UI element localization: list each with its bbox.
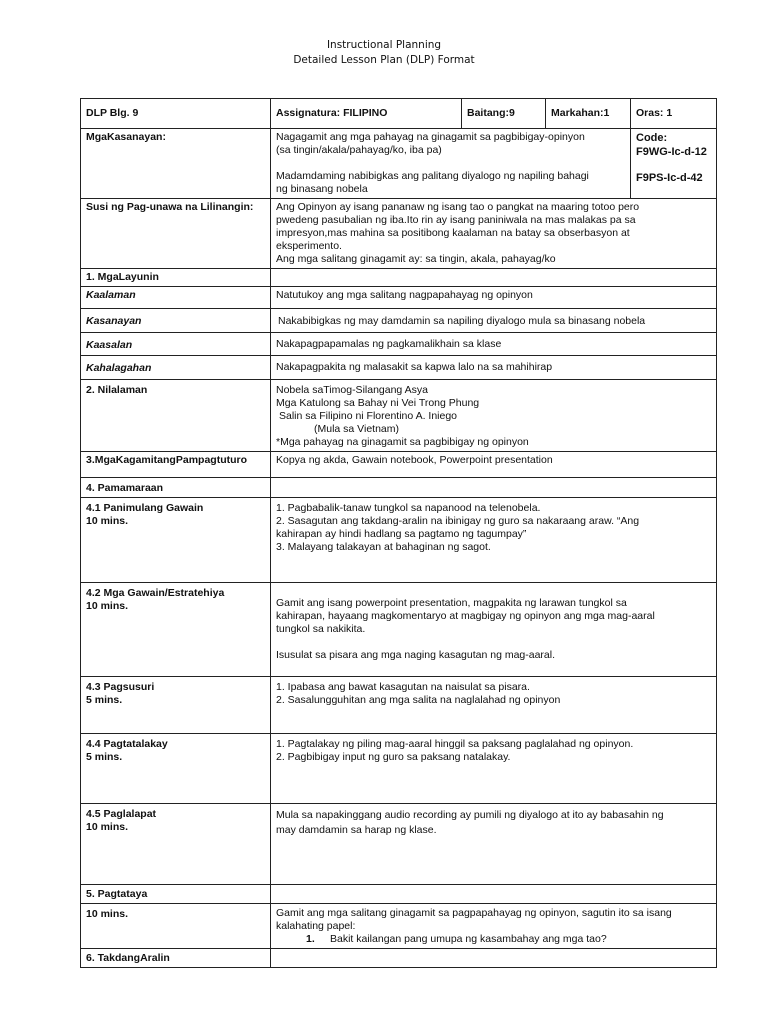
nilalaman-line-4: (Mula sa Vietnam) [314, 423, 400, 435]
pagtataya-time: 10 mins. [81, 904, 271, 949]
nilalaman-content [271, 380, 717, 452]
pagsusuri-line-1: 1. Ipabasa ang bawat kasagutan na naisulat sa pisara. [276, 681, 530, 693]
grade-level: Baitang:9 [462, 99, 546, 129]
kasanayan-row [81, 129, 717, 199]
layunin-label: 1. MgaLayunin [81, 269, 271, 287]
kaasalan-label: Kaasalan [81, 333, 271, 356]
kahalagahan-row [81, 356, 717, 380]
lesson-plan-table [80, 98, 717, 968]
nilalaman-line-1: Nobela saTimog-Silangang Asya [276, 384, 428, 396]
mga-gawain-content [271, 583, 717, 677]
kagamitan-value: Kopya ng akda, Gawain notebook, Powerpoint presentation [271, 452, 717, 478]
panimulang-line-4: 3. Malayang talakayan at bahaginan ng sagot. [276, 541, 491, 553]
paglalapat-row [81, 804, 717, 885]
susi-line-3: impresyon,mas mahina sa positibong kaalaman na batay sa obserbasyon at [276, 227, 630, 239]
kaalaman-label: Kaalaman [81, 287, 271, 309]
code-2: F9PS-Ic-d-42 [636, 172, 703, 184]
panimulang-gawain-row [81, 498, 717, 583]
pagtatalakay-time: 5 mins. [86, 751, 123, 763]
nilalaman-row [81, 380, 717, 452]
pagtataya-line-1: Gamit ang mga salitang ginagamit sa pagpapahayag ng opinyon, sagutin ito sa isang [276, 907, 672, 919]
mga-gawain-line-3: tungkol sa nakikita. [276, 623, 366, 635]
pagtatalakay-line-1: 1. Pagtalakay ng piling mag-aaral hinggil sa paksang paglalahad ng opinyon. [276, 738, 634, 750]
skill-1-line-2: (sa tingin/akala/pahayag/ko, iba pa) [276, 144, 442, 156]
kahalagahan-value: Nakapagpakita ng malasakit sa kapwa lalo na sa mahihirap [271, 356, 717, 380]
panimulang-line-3: kahirapan ay hindi hadlang sa pagtamo ng tagumpay” [276, 528, 527, 540]
pagtataya-question [276, 933, 711, 946]
takdang-aralin-label: 6. TakdangAralin [81, 949, 271, 968]
nilalaman-line-3: Salin sa Filipino ni Florentino A. Iniego [279, 410, 458, 422]
question-text: Bakit kailangan pang umupa ng kasambahay ang mga tao? [330, 933, 607, 945]
pagtataya-label: 5. Pagtataya [81, 885, 271, 904]
paglalapat-time: 10 mins. [86, 821, 129, 833]
pagsusuri-row [81, 677, 717, 734]
pagtataya-line-2: kalahating papel: [276, 920, 356, 932]
nilalaman-label: 2. Nilalaman [81, 380, 271, 452]
code-1: F9WG-Ic-d-12 [636, 146, 707, 158]
panimulang-gawain-content [271, 498, 717, 583]
document-header [0, 38, 768, 68]
panimulang-line-2: 2. Sasagutan ang takdang-aralin na ibinigay ng guro sa nakaraang araw. “Ang [276, 515, 640, 527]
panimulang-gawain-label-cell [81, 498, 271, 583]
pagtataya-content-row [81, 904, 717, 949]
kasanayan-label: MgaKasanayan: [81, 129, 271, 199]
panimulang-gawain-label: 4.1 Panimulang Gawain [86, 502, 204, 514]
kaalaman-row [81, 287, 717, 309]
pamamaraan-label: 4. Pamamaraan [81, 478, 271, 498]
susi-line-2: pwedeng pasubalian ng iba.Ito rin ay isang paniniwala na mas malakas pa sa [276, 214, 636, 226]
time-allotment: Oras: 1 [631, 99, 717, 129]
mga-gawain-line-2: kahirapan, hayaang magkomentaryo at magbigay ng opinyon ang mga mag-aaral [276, 610, 655, 622]
mga-gawain-line-1: Gamit ang isang powerpoint presentation, magpakita ng larawan tungkol sa [276, 597, 627, 609]
header-row [81, 99, 717, 129]
document-title: Instructional Planning [326, 39, 442, 51]
pagtatalakay-label-cell [81, 734, 271, 804]
mga-gawain-label: 4.2 Mga Gawain/Estratehiya [86, 587, 225, 599]
pagsusuri-label: 4.3 Pagsusuri [86, 681, 155, 693]
pagsusuri-time: 5 mins. [86, 694, 123, 706]
pagtatalakay-content [271, 734, 717, 804]
pamamaraan-row [81, 478, 717, 498]
paglalapat-label: 4.5 Paglalapat [86, 808, 157, 820]
susi-line-1: Ang Opinyon ay isang pananaw ng isang tao o pangkat na maaring totoo pero [276, 201, 640, 213]
panimulang-gawain-time: 10 mins. [86, 515, 129, 527]
pagsusuri-line-2: 2. Sasalungguhitan ang mga salita na naglalahad ng opinyon [276, 694, 561, 706]
susi-label: Susi ng Pag-unawa na Lilinangin: [81, 199, 271, 269]
kasanayan-objective-label: Kasanayan [81, 309, 271, 333]
paglalapat-line-2: may damdamin sa harap ng klase. [276, 824, 437, 836]
skill-2-line-2: ng binasang nobela [276, 183, 368, 195]
paglalapat-content [271, 804, 717, 885]
layunin-row [81, 269, 717, 287]
quarter: Markahan:1 [546, 99, 631, 129]
mga-gawain-time: 10 mins. [86, 600, 129, 612]
susi-content [271, 199, 717, 269]
panimulang-line-1: 1. Pagbabalik-tanaw tungkol sa napanood na telenobela. [276, 502, 541, 514]
pagtataya-content [271, 904, 717, 949]
mga-gawain-row [81, 583, 717, 677]
question-number: 1. [306, 933, 315, 945]
code-label: Code: [636, 132, 668, 144]
susi-line-5: Ang mga salitang ginagamit ay: sa tingin, akala, pahayag/ko [276, 253, 556, 265]
pagtatalakay-line-2: 2. Pagbibigay input ng guro sa paksang natalakay. [276, 751, 511, 763]
kagamitan-label: 3.MgaKagamitangPampagtuturo [81, 452, 271, 478]
subject: Assignatura: FILIPINO [271, 99, 462, 129]
kasanayan-content [271, 129, 631, 199]
susi-line-4: eksperimento. [276, 240, 342, 252]
paglalapat-line-1: Mula sa napakinggang audio recording ay pumili ng diyalogo at ito ay babasahin ng [276, 809, 664, 821]
kahalagahan-label: Kahalagahan [81, 356, 271, 380]
nilalaman-line-5: *Mga pahayag na ginagamit sa pagbibigay ng opinyon [276, 436, 529, 448]
kaalaman-value: Natutukoy ang mga salitang nagpapahayag ng opinyon [271, 287, 717, 309]
pagtatalakay-label: 4.4 Pagtatalakay [86, 738, 168, 750]
kaasalan-value: Nakapagpapamalas ng pagkamalikhain sa klase [271, 333, 717, 356]
kaasalan-row [81, 333, 717, 356]
kasanayan-objective-value: Nakabibigkas ng may damdamin sa napiling diyalogo mula sa binasang nobela [271, 309, 717, 333]
mga-gawain-label-cell [81, 583, 271, 677]
document-subtitle: Detailed Lesson Plan (DLP) Format [293, 54, 475, 66]
pagtataya-row [81, 885, 717, 904]
susi-row [81, 199, 717, 269]
kagamitan-row [81, 452, 717, 478]
pagsusuri-label-cell [81, 677, 271, 734]
dlp-number: DLP Blg. 9 [81, 99, 271, 129]
code-cell [631, 129, 717, 199]
paglalapat-label-cell [81, 804, 271, 885]
takdang-aralin-row [81, 949, 717, 968]
nilalaman-line-2: Mga Katulong sa Bahay ni Vei Trong Phung [276, 397, 480, 409]
skill-1-line-1: Nagagamit ang mga pahayag na ginagamit sa pagbibigay-opinyon [276, 131, 585, 143]
pagsusuri-content [271, 677, 717, 734]
skill-2-line-1: Madamdaming nabibigkas ang palitang diyalogo ng napiling bahagi [276, 170, 589, 182]
pagtatalakay-row [81, 734, 717, 804]
mga-gawain-line-4: Isusulat sa pisara ang mga naging kasagutan ng mag-aaral. [276, 649, 556, 661]
kasanayan-objective-row [81, 309, 717, 333]
